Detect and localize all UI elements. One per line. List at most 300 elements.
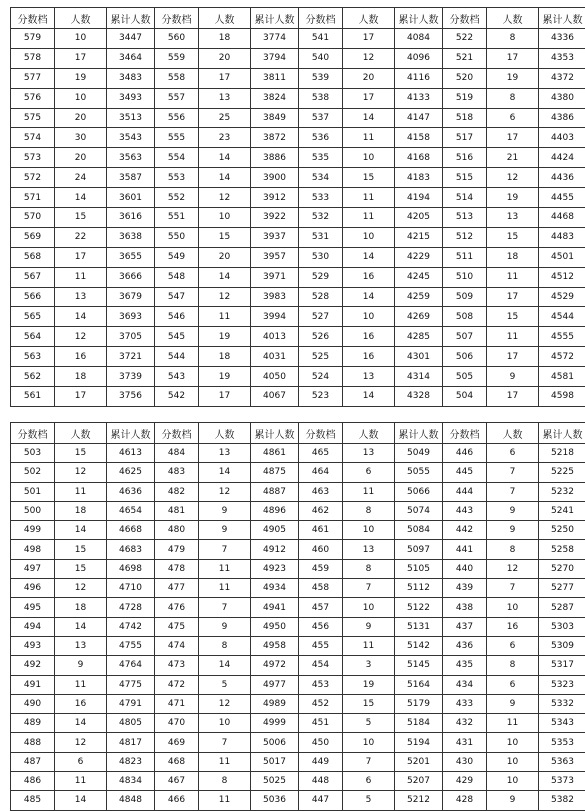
cumulative-cell: 3886 [251, 148, 299, 168]
cumulative-cell: 3655 [107, 247, 155, 267]
cumulative-cell: 5145 [395, 656, 443, 675]
count-cell: 9 [199, 521, 251, 540]
count-cell: 19 [487, 68, 539, 88]
score-cell: 462 [299, 501, 343, 520]
table-row [11, 48, 585, 68]
cumulative-cell: 5250 [539, 521, 585, 540]
cumulative-cell: 3811 [251, 68, 299, 88]
table-row [11, 367, 585, 387]
count-cell: 6 [343, 772, 395, 791]
score-cell: 470 [155, 714, 199, 733]
cumulative-cell: 4972 [251, 656, 299, 675]
score-cell: 467 [155, 772, 199, 791]
cumulative-cell: 3739 [107, 367, 155, 387]
score-cell: 524 [299, 367, 343, 387]
table-row [11, 559, 585, 578]
table-row [11, 68, 585, 88]
score-cell: 571 [11, 188, 55, 208]
score-cell: 482 [155, 482, 199, 501]
cumulative-cell: 3872 [251, 128, 299, 148]
count-cell: 7 [199, 540, 251, 559]
count-cell: 19 [199, 367, 251, 387]
cumulative-cell: 5164 [395, 675, 443, 694]
cumulative-cell: 4084 [395, 29, 443, 49]
cumulative-cell: 4581 [539, 367, 585, 387]
score-cell: 562 [11, 367, 55, 387]
table-row [11, 188, 585, 208]
cumulative-cell: 5179 [395, 694, 443, 713]
table-row [11, 287, 585, 307]
count-cell: 9 [487, 694, 539, 713]
count-cell: 15 [487, 307, 539, 327]
table-row [11, 598, 585, 617]
cumulative-cell: 4424 [539, 148, 585, 168]
count-cell: 15 [199, 227, 251, 247]
cumulative-cell: 3679 [107, 287, 155, 307]
score-cell: 568 [11, 247, 55, 267]
count-cell: 15 [55, 444, 107, 463]
cumulative-cell: 5212 [395, 791, 443, 810]
table-row [11, 714, 585, 733]
count-cell: 11 [487, 267, 539, 287]
count-cell: 10 [487, 772, 539, 791]
count-cell: 9 [199, 501, 251, 520]
score-cell: 522 [443, 29, 487, 49]
count-cell: 7 [487, 463, 539, 482]
score-cell: 510 [443, 267, 487, 287]
count-cell: 14 [199, 463, 251, 482]
score-cell: 534 [299, 168, 343, 188]
cumulative-cell: 5025 [251, 772, 299, 791]
cumulative-cell: 3587 [107, 168, 155, 188]
count-cell: 20 [343, 68, 395, 88]
cumulative-cell: 5074 [395, 501, 443, 520]
count-cell: 12 [487, 559, 539, 578]
cumulative-cell: 3971 [251, 267, 299, 287]
count-cell: 10 [487, 598, 539, 617]
count-cell: 13 [343, 540, 395, 559]
cumulative-cell: 5232 [539, 482, 585, 501]
count-cell: 17 [487, 287, 539, 307]
cumulative-cell: 4314 [395, 367, 443, 387]
score-cell: 474 [155, 636, 199, 655]
count-cell: 12 [343, 48, 395, 68]
cumulative-cell: 4269 [395, 307, 443, 327]
cumulative-cell: 5122 [395, 598, 443, 617]
count-cell: 14 [55, 791, 107, 810]
count-cell: 10 [487, 752, 539, 771]
cumulative-cell: 4950 [251, 617, 299, 636]
cumulative-cell: 5006 [251, 733, 299, 752]
cumulative-cell: 3994 [251, 307, 299, 327]
score-cell: 460 [299, 540, 343, 559]
score-cell: 450 [299, 733, 343, 752]
count-cell: 11 [55, 482, 107, 501]
score-cell: 475 [155, 617, 199, 636]
cumulative-cell: 4572 [539, 347, 585, 367]
count-cell: 16 [343, 327, 395, 347]
cumulative-cell: 3849 [251, 108, 299, 128]
count-cell: 11 [199, 579, 251, 598]
table-row [11, 168, 585, 188]
cumulative-cell: 3922 [251, 208, 299, 228]
score-cell: 448 [299, 772, 343, 791]
cumulative-cell: 4050 [251, 367, 299, 387]
count-cell: 14 [199, 148, 251, 168]
count-cell: 8 [343, 501, 395, 520]
header-row [11, 423, 585, 444]
count-cell: 9 [487, 501, 539, 520]
count-cell: 6 [55, 752, 107, 771]
score-cell: 521 [443, 48, 487, 68]
header-cumulative: 累计人数 [251, 423, 299, 444]
count-cell: 17 [343, 29, 395, 49]
cumulative-cell: 3794 [251, 48, 299, 68]
score-cell: 491 [11, 675, 55, 694]
score-cell: 507 [443, 327, 487, 347]
table-row [11, 733, 585, 752]
cumulative-cell: 4934 [251, 579, 299, 598]
count-cell: 19 [487, 188, 539, 208]
cumulative-cell: 3638 [107, 227, 155, 247]
header-count: 人数 [343, 423, 395, 444]
score-cell: 543 [155, 367, 199, 387]
score-cell: 565 [11, 307, 55, 327]
cumulative-cell: 4215 [395, 227, 443, 247]
cumulative-cell: 3824 [251, 88, 299, 108]
count-cell: 8 [199, 636, 251, 655]
score-cell: 453 [299, 675, 343, 694]
score-cell: 487 [11, 752, 55, 771]
count-cell: 10 [199, 714, 251, 733]
cumulative-cell: 5241 [539, 501, 585, 520]
count-cell: 15 [55, 208, 107, 228]
header-score: 分数档 [443, 423, 487, 444]
score-cell: 498 [11, 540, 55, 559]
count-cell: 21 [487, 148, 539, 168]
cumulative-cell: 5353 [539, 733, 585, 752]
cumulative-cell: 3957 [251, 247, 299, 267]
count-cell: 9 [199, 617, 251, 636]
cumulative-cell: 4834 [107, 772, 155, 791]
header-count: 人数 [487, 423, 539, 444]
cumulative-cell: 4896 [251, 501, 299, 520]
header-score: 分数档 [155, 8, 199, 29]
cumulative-cell: 4791 [107, 694, 155, 713]
cumulative-cell: 3912 [251, 188, 299, 208]
count-cell: 13 [55, 287, 107, 307]
cumulative-cell: 3483 [107, 68, 155, 88]
score-cell: 461 [299, 521, 343, 540]
count-cell: 10 [343, 733, 395, 752]
table-row [11, 540, 585, 559]
header-count: 人数 [199, 423, 251, 444]
score-cell: 503 [11, 444, 55, 463]
count-cell: 18 [487, 247, 539, 267]
cumulative-cell: 3493 [107, 88, 155, 108]
score-cell: 490 [11, 694, 55, 713]
score-cell: 464 [299, 463, 343, 482]
cumulative-cell: 5270 [539, 559, 585, 578]
score-cell: 574 [11, 128, 55, 148]
score-cell: 532 [299, 208, 343, 228]
count-cell: 12 [55, 579, 107, 598]
cumulative-cell: 5373 [539, 772, 585, 791]
score-cell: 539 [299, 68, 343, 88]
score-cell: 560 [155, 29, 199, 49]
cumulative-cell: 3601 [107, 188, 155, 208]
score-cell: 465 [299, 444, 343, 463]
count-cell: 30 [55, 128, 107, 148]
score-cell: 431 [443, 733, 487, 752]
header-count: 人数 [343, 8, 395, 29]
count-cell: 6 [487, 108, 539, 128]
count-cell: 16 [55, 694, 107, 713]
count-cell: 15 [487, 227, 539, 247]
count-cell: 12 [55, 327, 107, 347]
cumulative-cell: 5323 [539, 675, 585, 694]
score-cell: 437 [443, 617, 487, 636]
count-cell: 11 [343, 208, 395, 228]
cumulative-cell: 3756 [107, 387, 155, 407]
score-cell: 444 [443, 482, 487, 501]
score-cell: 459 [299, 559, 343, 578]
count-cell: 10 [487, 733, 539, 752]
cumulative-cell: 5258 [539, 540, 585, 559]
cumulative-cell: 5201 [395, 752, 443, 771]
cumulative-cell: 4999 [251, 714, 299, 733]
score-cell: 546 [155, 307, 199, 327]
score-cell: 575 [11, 108, 55, 128]
cumulative-cell: 4805 [107, 714, 155, 733]
cumulative-cell: 5382 [539, 791, 585, 810]
header-score: 分数档 [11, 8, 55, 29]
header-cumulative: 累计人数 [395, 8, 443, 29]
count-cell: 11 [199, 752, 251, 771]
cumulative-cell: 3543 [107, 128, 155, 148]
score-cell: 494 [11, 617, 55, 636]
count-cell: 7 [487, 482, 539, 501]
score-cell: 533 [299, 188, 343, 208]
cumulative-cell: 5112 [395, 579, 443, 598]
cumulative-cell: 4067 [251, 387, 299, 407]
score-cell: 480 [155, 521, 199, 540]
score-cell: 512 [443, 227, 487, 247]
header-count: 人数 [55, 8, 107, 29]
score-cell: 541 [299, 29, 343, 49]
score-table-lower [10, 422, 585, 811]
count-cell: 11 [55, 675, 107, 694]
cumulative-cell: 5131 [395, 617, 443, 636]
cumulative-cell: 4887 [251, 482, 299, 501]
cumulative-cell: 4668 [107, 521, 155, 540]
cumulative-cell: 3721 [107, 347, 155, 367]
cumulative-cell: 4912 [251, 540, 299, 559]
score-cell: 530 [299, 247, 343, 267]
score-cell: 561 [11, 387, 55, 407]
table-header-row [11, 423, 585, 444]
score-cell: 529 [299, 267, 343, 287]
count-cell: 12 [55, 733, 107, 752]
score-cell: 445 [443, 463, 487, 482]
score-cell: 558 [155, 68, 199, 88]
score-cell: 525 [299, 347, 343, 367]
count-cell: 12 [487, 168, 539, 188]
score-cell: 456 [299, 617, 343, 636]
count-cell: 14 [55, 188, 107, 208]
cumulative-cell: 5194 [395, 733, 443, 752]
count-cell: 17 [487, 347, 539, 367]
cumulative-cell: 4775 [107, 675, 155, 694]
count-cell: 13 [343, 367, 395, 387]
count-cell: 11 [199, 791, 251, 810]
score-cell: 488 [11, 733, 55, 752]
count-cell: 8 [487, 29, 539, 49]
score-cell: 537 [299, 108, 343, 128]
count-cell: 7 [199, 598, 251, 617]
score-cell: 468 [155, 752, 199, 771]
score-cell: 554 [155, 148, 199, 168]
score-cell: 564 [11, 327, 55, 347]
score-cell: 576 [11, 88, 55, 108]
header-cumulative: 累计人数 [539, 423, 585, 444]
score-cell: 516 [443, 148, 487, 168]
cumulative-cell: 5184 [395, 714, 443, 733]
score-cell: 451 [299, 714, 343, 733]
count-cell: 11 [343, 188, 395, 208]
table-row [11, 772, 585, 791]
count-cell: 16 [487, 617, 539, 636]
table-row [11, 444, 585, 463]
cumulative-cell: 5317 [539, 656, 585, 675]
cumulative-cell: 5066 [395, 482, 443, 501]
table-body [11, 444, 585, 811]
score-cell: 506 [443, 347, 487, 367]
count-cell: 15 [343, 168, 395, 188]
score-cell: 432 [443, 714, 487, 733]
table-row [11, 347, 585, 367]
cumulative-cell: 4755 [107, 636, 155, 655]
count-cell: 9 [55, 656, 107, 675]
score-cell: 485 [11, 791, 55, 810]
count-cell: 12 [199, 188, 251, 208]
table-row [11, 752, 585, 771]
count-cell: 17 [55, 387, 107, 407]
count-cell: 15 [55, 559, 107, 578]
count-cell: 20 [55, 108, 107, 128]
count-cell: 13 [55, 636, 107, 655]
cumulative-cell: 4654 [107, 501, 155, 520]
score-cell: 436 [443, 636, 487, 655]
score-cell: 489 [11, 714, 55, 733]
count-cell: 6 [487, 636, 539, 655]
count-cell: 17 [343, 88, 395, 108]
count-cell: 22 [55, 227, 107, 247]
score-cell: 555 [155, 128, 199, 148]
count-cell: 19 [343, 675, 395, 694]
count-cell: 20 [199, 48, 251, 68]
count-cell: 16 [343, 267, 395, 287]
count-cell: 8 [199, 772, 251, 791]
cumulative-cell: 4013 [251, 327, 299, 347]
score-cell: 518 [443, 108, 487, 128]
cumulative-cell: 4436 [539, 168, 585, 188]
score-cell: 551 [155, 208, 199, 228]
table-row [11, 267, 585, 287]
count-cell: 14 [343, 287, 395, 307]
score-cell: 515 [443, 168, 487, 188]
score-cell: 473 [155, 656, 199, 675]
score-cell: 553 [155, 168, 199, 188]
count-cell: 6 [487, 675, 539, 694]
cumulative-cell: 3937 [251, 227, 299, 247]
score-cell: 505 [443, 367, 487, 387]
count-cell: 13 [199, 88, 251, 108]
count-cell: 5 [343, 791, 395, 810]
count-cell: 17 [55, 247, 107, 267]
score-cell: 547 [155, 287, 199, 307]
score-cell: 442 [443, 521, 487, 540]
score-cell: 550 [155, 227, 199, 247]
cumulative-cell: 5055 [395, 463, 443, 482]
count-cell: 14 [343, 387, 395, 407]
score-cell: 557 [155, 88, 199, 108]
count-cell: 15 [55, 540, 107, 559]
cumulative-cell: 4958 [251, 636, 299, 655]
score-cell: 548 [155, 267, 199, 287]
count-cell: 8 [487, 656, 539, 675]
count-cell: 10 [343, 227, 395, 247]
count-cell: 10 [343, 148, 395, 168]
count-cell: 12 [199, 287, 251, 307]
cumulative-cell: 4683 [107, 540, 155, 559]
cumulative-cell: 3464 [107, 48, 155, 68]
count-cell: 25 [199, 108, 251, 128]
cumulative-cell: 4205 [395, 208, 443, 228]
count-cell: 24 [55, 168, 107, 188]
score-cell: 526 [299, 327, 343, 347]
score-cell: 438 [443, 598, 487, 617]
header-score: 分数档 [443, 8, 487, 29]
count-cell: 11 [343, 636, 395, 655]
count-cell: 3 [343, 656, 395, 675]
score-cell: 471 [155, 694, 199, 713]
count-cell: 17 [487, 387, 539, 407]
score-cell: 497 [11, 559, 55, 578]
header-score: 分数档 [155, 423, 199, 444]
cumulative-cell: 5207 [395, 772, 443, 791]
score-cell: 484 [155, 444, 199, 463]
count-cell: 13 [199, 444, 251, 463]
score-table-upper [10, 7, 585, 407]
count-cell: 8 [487, 540, 539, 559]
score-cell: 570 [11, 208, 55, 228]
count-cell: 17 [487, 128, 539, 148]
cumulative-cell: 4455 [539, 188, 585, 208]
count-cell: 14 [55, 521, 107, 540]
count-cell: 10 [199, 208, 251, 228]
count-cell: 17 [487, 48, 539, 68]
cumulative-cell: 4501 [539, 247, 585, 267]
score-cell: 477 [155, 579, 199, 598]
score-cell: 567 [11, 267, 55, 287]
count-cell: 17 [199, 68, 251, 88]
score-cell: 483 [155, 463, 199, 482]
score-cell: 528 [299, 287, 343, 307]
cumulative-cell: 4875 [251, 463, 299, 482]
cumulative-cell: 5084 [395, 521, 443, 540]
cumulative-cell: 3513 [107, 108, 155, 128]
